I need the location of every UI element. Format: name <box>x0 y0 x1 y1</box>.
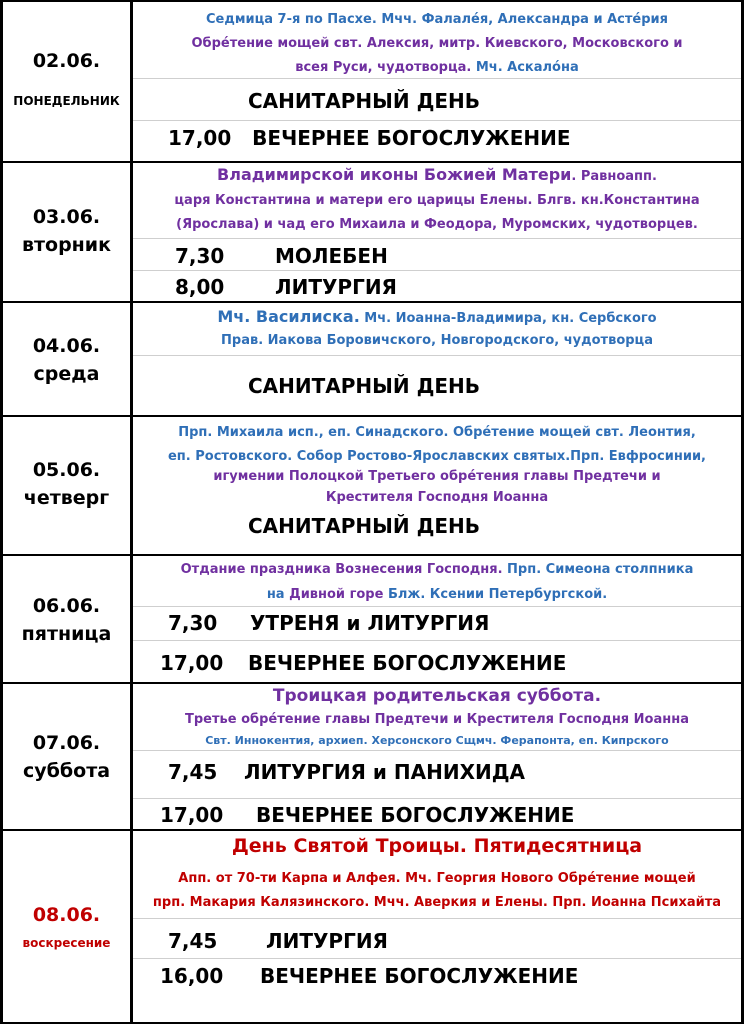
feast-text: Обре́тение мощей свт. Алексия, митр. Киевского, Московского и <box>191 36 683 51</box>
service-time: 8,00 <box>175 275 225 299</box>
date-label: 02.06. <box>32 50 101 72</box>
service-line <box>168 760 525 784</box>
service-time: 7,45 <box>168 760 218 784</box>
feast-text: Отдание праздника Вознесения Господня. <box>180 562 508 577</box>
feast-text: царя Константина и матери его царицы Елены. Блгв. кн.Константина <box>174 193 700 208</box>
feast-text: Мч. Василиска. <box>217 307 360 326</box>
row-separator <box>133 606 741 607</box>
service-time: 7,30 <box>168 611 218 635</box>
feast-line <box>133 425 741 440</box>
service-line <box>168 126 571 150</box>
service-line <box>160 803 574 827</box>
day-content <box>133 301 741 417</box>
day-weekday: ПОНЕДЕЛЬНИК <box>13 94 120 108</box>
row-separator <box>133 78 741 79</box>
feast-text: День Святой Троицы. Пятидесятница <box>231 835 643 857</box>
feast-line <box>133 587 741 602</box>
feast-line <box>133 490 741 505</box>
date-label: 08.06. <box>32 904 101 926</box>
feast-line <box>133 165 741 184</box>
service-line <box>168 929 388 953</box>
date-label: 07.06. <box>32 732 101 754</box>
row-separator <box>133 120 741 121</box>
service-name: ВЕЧЕРНЕЕ БОГОСЛУЖЕНИЕ <box>248 651 567 675</box>
feast-text: Мч. Аскало́на <box>475 60 579 75</box>
feast-text: Апп. от 70-ти Карпа и Алфея. Мч. Георгия Нового Обре́тение мощей <box>178 871 696 886</box>
date-label: 03.06. <box>32 206 101 228</box>
row-separator <box>133 918 741 919</box>
feast-line <box>133 36 741 51</box>
feast-line <box>133 871 741 886</box>
feast-line <box>133 12 741 27</box>
feast-line <box>133 217 741 232</box>
feast-line <box>133 562 741 577</box>
day-date <box>3 50 130 72</box>
service-line <box>160 964 578 988</box>
service-line <box>248 374 480 398</box>
service-time: 7,45 <box>168 929 218 953</box>
feast-text: Седмица 7-я по Пасхе. Мчч. Фалале́я, Александра и Асте́рия <box>206 12 668 27</box>
weekday-label: четверг <box>23 487 110 509</box>
row-separator <box>133 355 741 356</box>
feast-text: Троицкая родительская суббота. <box>272 686 602 706</box>
service-time: 17,00 <box>160 651 224 675</box>
row-separator <box>133 640 741 641</box>
service-line <box>248 89 480 113</box>
feast-text: на <box>266 587 290 602</box>
service-name: ЛИТУРГИЯ и ПАНИХИДА <box>244 760 526 784</box>
weekday-label: пятница <box>21 623 112 645</box>
feast-text: Третье обре́тение главы Предтечи и Крестителя Господня Иоанна <box>185 712 689 727</box>
weekday-label: среда <box>33 363 100 385</box>
service-name: ЛИТУРГИЯ <box>275 275 397 299</box>
feast-line <box>133 193 741 208</box>
service-name: ВЕЧЕРНЕЕ БОГОСЛУЖЕНИЕ <box>252 126 571 150</box>
row-separator <box>133 750 741 751</box>
feast-line <box>133 734 741 747</box>
row-separator <box>133 238 741 239</box>
feast-line <box>133 895 741 910</box>
feast-line <box>133 333 741 348</box>
feast-text: всея Руси, чудотворца. <box>295 60 476 75</box>
feast-text: игумении Полоцкой Третьего обре́тения главы Предтечи и <box>213 469 661 484</box>
day-content <box>133 829 741 1024</box>
feast-line <box>133 712 741 727</box>
row-separator <box>133 270 741 271</box>
row-separator <box>133 958 741 959</box>
service-line <box>160 651 566 675</box>
feast-line <box>133 307 741 326</box>
service-time: 16,00 <box>160 964 224 988</box>
service-name: ЛИТУРГИЯ <box>266 929 388 953</box>
service-line <box>168 611 489 635</box>
feast-text: Свт. Иннокентия, архиеп. Херсонского Сщмч. Ферапонта, еп. Кипрского <box>205 734 669 747</box>
feast-line <box>133 686 741 706</box>
feast-text: Мч. Иоанна-Владимира, кн. Сербского <box>359 311 657 326</box>
service-line <box>248 514 480 538</box>
date-label: 06.06. <box>32 595 101 617</box>
service-line <box>175 244 388 268</box>
feast-text: Дивной горе <box>289 587 388 602</box>
feast-line <box>133 60 741 75</box>
weekday-label: воскресение <box>22 936 111 950</box>
feast-line <box>133 469 741 484</box>
row-separator <box>133 798 741 799</box>
weekday-label: суббота <box>22 760 111 782</box>
date-label: 05.06. <box>32 459 101 481</box>
service-name: УТРЕНЯ и ЛИТУРГИЯ <box>250 611 490 635</box>
service-name: САНИТАРНЫЙ ДЕНЬ <box>248 374 481 398</box>
service-name: МОЛЕБЕН <box>275 244 388 268</box>
service-name: САНИТАРНЫЙ ДЕНЬ <box>248 89 481 113</box>
feast-text: . Равноапп. <box>571 169 657 184</box>
service-time: 17,00 <box>168 126 232 150</box>
feast-text: Владимирской иконы Божией Матери <box>217 165 572 184</box>
feast-text: еп. Ростовского. Собор Ростово-Ярославских святых.Прп. Евфросинии, <box>167 449 706 464</box>
service-line <box>175 275 397 299</box>
feast-text: Крестителя Господня Иоанна <box>325 490 549 505</box>
weekday-label: вторник <box>21 234 112 256</box>
service-name: ВЕЧЕРНЕЕ БОГОСЛУЖЕНИЕ <box>260 964 579 988</box>
feast-line <box>133 835 741 857</box>
date-label: 04.06. <box>32 335 101 357</box>
service-name: САНИТАРНЫЙ ДЕНЬ <box>248 514 481 538</box>
service-name: ВЕЧЕРНЕЕ БОГОСЛУЖЕНИЕ <box>256 803 575 827</box>
feast-text: прп. Макария Калязинского. Мчч. Аверкия и Елены. Прп. Иоанна Психайта <box>152 895 722 910</box>
feast-text: (Ярослава) и чад его Михаила и Феодора, Муромских, чудотворцев. <box>176 217 698 232</box>
feast-text: Блж. Ксении Петербургской. <box>387 587 608 602</box>
feast-text: Прп. Михаила исп., еп. Синадского. Обре́тение мощей свт. Леонтия, <box>178 425 696 440</box>
feast-text: Прп. Симеона столпника <box>507 562 694 577</box>
feast-text: Прав. Иакова Боровичского, Новгородского, чудотворца <box>221 333 653 348</box>
service-time: 17,00 <box>160 803 224 827</box>
feast-line <box>133 449 741 464</box>
service-time: 7,30 <box>175 244 225 268</box>
